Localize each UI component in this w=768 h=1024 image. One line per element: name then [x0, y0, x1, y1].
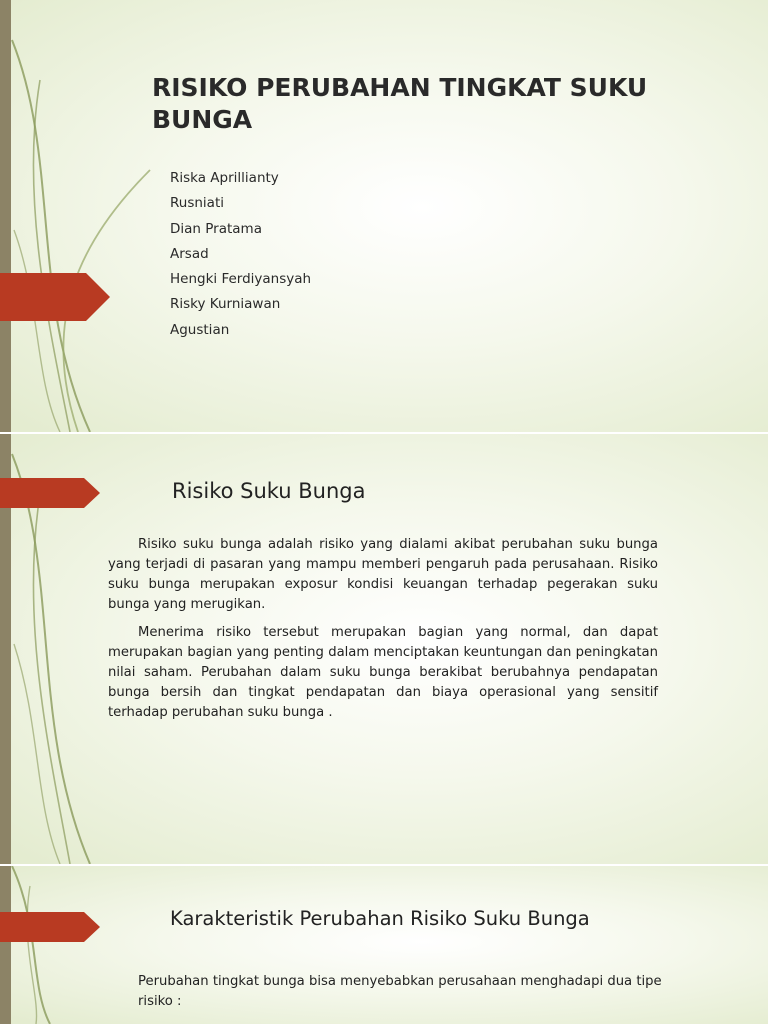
swirl-decoration [0, 866, 160, 1024]
paragraph: Risiko suku bunga adalah risiko yang dialami akibat perubahan suku bunga yang terjadi di pasaran yang mampu memberi pengaruh pada perusahaan. Risiko suku bunga merupakan exposur kondisi keuangan terhadap pegerakan suku bunga yang merugikan. [108, 537, 658, 612]
swirl-decoration [0, 0, 160, 432]
author-name: Rusniati [170, 195, 224, 212]
author-name: Hengki Ferdiyansyah [170, 271, 312, 288]
arrow-marker [0, 912, 100, 942]
arrow-marker [0, 478, 100, 508]
author-name: Risky Kurniawan [170, 296, 281, 313]
author-name: Arsad [170, 245, 209, 262]
author-name: Riska Aprillianty [170, 170, 279, 186]
intro-text: Perubahan tingkat bunga bisa menyebabkan perusahaan menghadapi dua tipe risiko : [138, 974, 662, 1009]
section-title: Karakteristik Perubahan Risiko Suku Bunga [170, 907, 590, 930]
paragraph: Menerima risiko tersebut merupakan bagian yang normal, dan dapat merupakan bagian yang penting dalam menciptakan keuntungan dan peningkatan nilai saham. Perubahan dalam suku bunga berakibat berubahnya pendapatan bunga bersih dan tingkat pendapatan dan biaya operasional yang sensitif terhadap perubahan suku bunga . [108, 625, 658, 720]
author-name: Agustian [170, 321, 230, 338]
slide-title [0, 0, 768, 432]
author-list [170, 166, 311, 343]
presentation-title: RISIKO PERUBAHAN TINGKAT SUKU BUNGA [152, 73, 648, 134]
definition-text [108, 535, 658, 731]
section-title: Risiko Suku Bunga [172, 479, 366, 503]
author-name: Dian Pratama [170, 220, 262, 237]
